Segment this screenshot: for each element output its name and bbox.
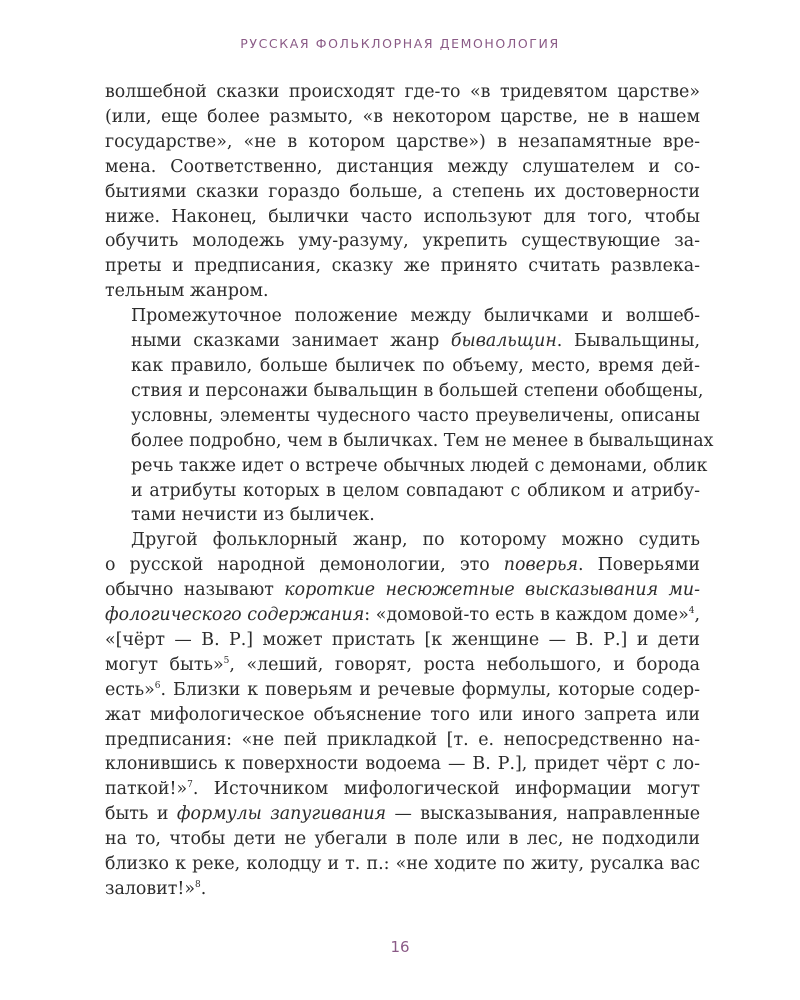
text-run: быть и [105, 804, 177, 825]
text-line: ствия и персонажи бывальщин в большей степени обобщены, [131, 380, 704, 401]
text-line: тельным жанром. [105, 281, 269, 302]
text-line: (или, еще более размыто, «в некотором царстве, не в нашем [105, 106, 700, 127]
text-run: ными сказками занимает жанр [131, 331, 451, 352]
text-run: . Поверьями [577, 555, 700, 576]
footnote-ref[interactable]: 4 [688, 606, 695, 617]
text-run: о русской народной демонологии, это [105, 555, 504, 576]
footnote-ref[interactable]: 5 [223, 656, 230, 667]
text-line: клонившись к поверхности водоема — В. Р.], придет чёрт с ло- [105, 754, 700, 775]
term-bivalshchiny: бывальщин [450, 331, 557, 352]
text-line: Промежуточное положение между быличками и волшеб- [131, 306, 700, 327]
text-run: паткой!» [105, 779, 188, 800]
text-run: . Бывальщины, [556, 331, 700, 352]
text-run: есть» [105, 679, 155, 700]
text-run: . Близки к поверьям и речевые формулы, которые содер- [160, 679, 700, 700]
text-line [105, 802, 700, 827]
text-line: более подробно, чем в быличках. Тем не менее в бывальщинах [131, 430, 714, 451]
text-line: обучить молодежь уму-разуму, укрепить существующие за- [105, 231, 700, 252]
text-run: обычно называют [105, 580, 285, 601]
paragraph-1 [105, 80, 700, 304]
term-poverya: поверья [503, 555, 578, 576]
text-line: преты и предписания, сказку же принято считать развлека- [105, 256, 700, 277]
text-line [105, 603, 700, 628]
text-line [105, 578, 700, 603]
text-line [105, 553, 700, 578]
footnote-ref[interactable]: 8 [195, 880, 201, 891]
text-line: предписания: «не пей прикладкой [т. е. непосредственно на- [105, 729, 700, 750]
text-line: «[чёрт — В. Р.] может пристать [к женщине — В. Р.] и дети [105, 629, 700, 650]
text-line: волшебной сказки происходят где-то «в тридевятом царстве» [105, 82, 700, 102]
text-line: и атрибуты которых в целом совпадают с обликом и атрибу- [131, 480, 700, 501]
text-line: Другой фольклорный жанр, по которому можно судить [131, 530, 700, 551]
text-line [105, 653, 700, 678]
paragraph-2 [105, 304, 714, 528]
text-run: . Источником мифологической информации могут [192, 779, 700, 800]
text-line [105, 678, 700, 703]
definition-italic: фологического содержания [105, 605, 365, 626]
page-number: 16 [390, 938, 410, 956]
body-text [105, 80, 714, 902]
text-line [105, 777, 700, 802]
text-run: . [200, 879, 207, 899]
paragraph-3 [105, 528, 700, 902]
text-line: речь также идет о встрече обычных людей с демонами, облик [131, 455, 708, 476]
text-line: как правило, больше быличек по объему, место, время дей- [131, 355, 700, 376]
text-run: : «домовой-то есть в каждом доме» [364, 605, 689, 626]
text-line: на то, чтобы дети не убегали в поле или в лес, не подходили [105, 829, 700, 850]
text-run: , «леший, говорят, роста небольшого, и борода [229, 654, 701, 675]
text-line: мена. Соответственно, дистанция между слушателем и со- [105, 156, 700, 177]
text-run: , [694, 605, 700, 626]
text-line [105, 877, 700, 902]
footnote-ref[interactable]: 6 [154, 680, 161, 691]
text-line: жат мифологическое объяснение того или иного запрета или [105, 704, 700, 725]
footnote-ref[interactable]: 7 [187, 780, 193, 791]
text-line: бытиями сказки гораздо больше, а степень их достоверности [105, 181, 700, 202]
running-header: РУССКАЯ ФОЛЬКЛОРНАЯ ДЕМОНОЛОГИЯ [240, 36, 560, 51]
text-run: — высказывания, направленные [386, 804, 700, 825]
text-line: близко к реке, колодцу и т. п.: «не ходите по житу, русалка вас [105, 854, 700, 875]
term-zapugivaniya: формулы запугивания [176, 804, 387, 825]
text-line: условны, элементы чудесного часто преувеличены, описаны [131, 405, 700, 426]
text-line [105, 329, 700, 354]
text-line: ниже. Наконец, былички часто используют для того, чтобы [105, 206, 700, 227]
text-line: государстве», «не в котором царстве») в незапамятные вре- [105, 131, 700, 152]
text-line: тами нечисти из быличек. [131, 505, 375, 526]
definition-italic: короткие несюжетные высказывания ми- [284, 580, 700, 601]
text-run: могут быть» [105, 654, 224, 675]
text-run: заловит!» [105, 879, 196, 899]
